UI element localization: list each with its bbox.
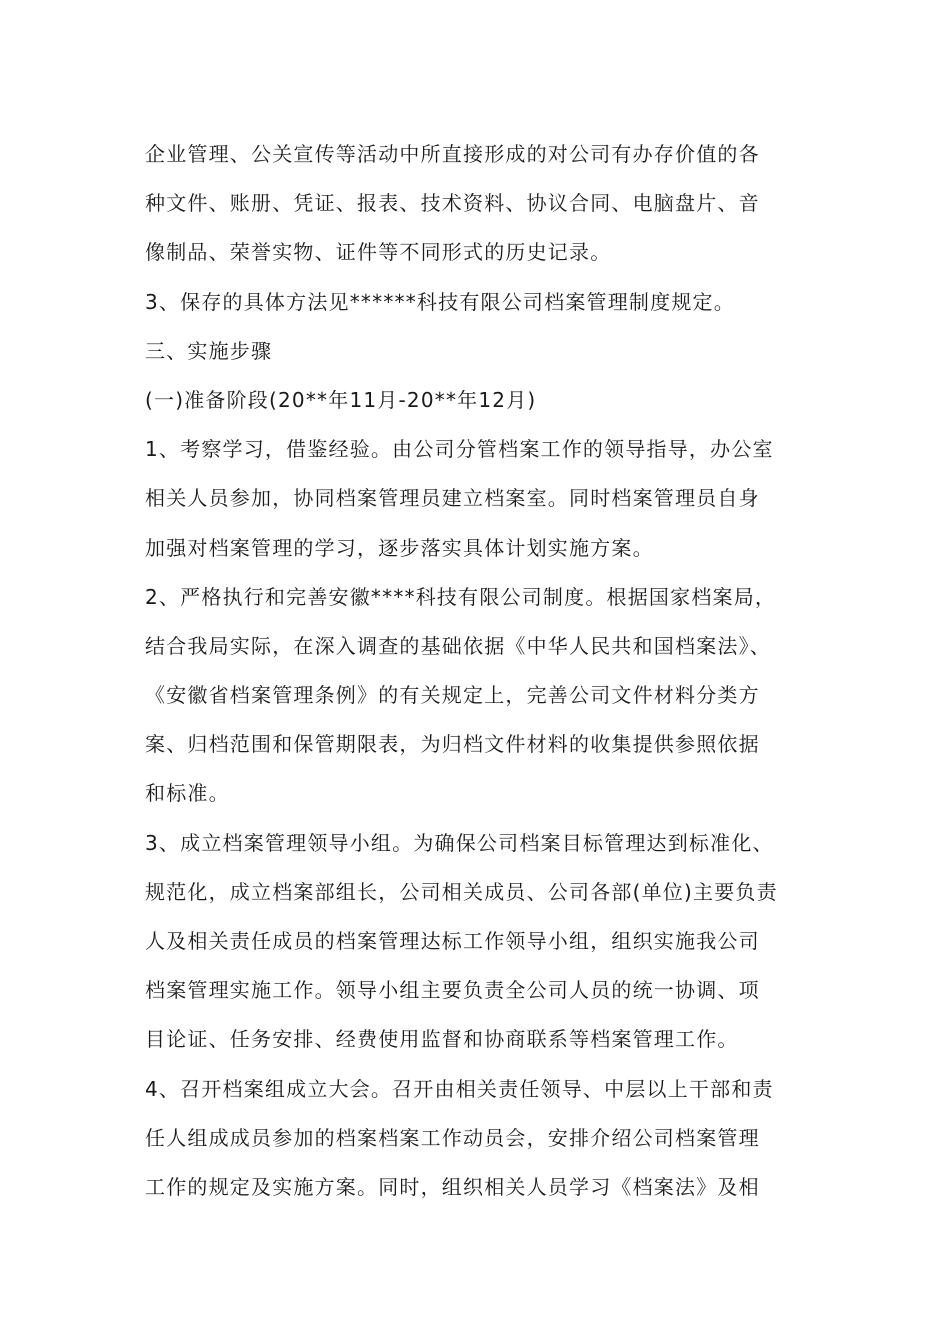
text-line: 3、保存的具体方法见******科技有限公司档案管理制度规定。 <box>145 289 735 314</box>
text-line: 相关人员参加，协同档案管理员建立档案室。同时档案管理员自身 <box>145 486 760 511</box>
text-line: 目论证、任务安排、经费使用监督和协商联系等档案管理工作。 <box>145 1027 739 1052</box>
section-heading: 三、实施步骤 <box>145 338 273 363</box>
text-line: 结合我局实际，在深入调查的基础依据《中华人民共和国档案法》、 <box>145 633 771 658</box>
text-line: 种文件、账册、凭证、报表、技术资料、协议合同、电脑盘片、音 <box>145 191 760 216</box>
text-line: 案、归档范围和保管期限表，为归档文件材料的收集提供参照依据 <box>145 732 760 757</box>
text-line: 像制品、荣誉实物、证件等不同形式的历史记录。 <box>145 240 612 265</box>
text-line: 任人组成成员参加的档案档案工作动员会，安排介绍公司档案管理 <box>145 1125 760 1150</box>
subsection-heading: (一)准备阶段(20**年11月-20**年12月) <box>145 387 537 412</box>
text-line: 4、召开档案组成立大会。召开由相关责任领导、中层以上干部和责 <box>145 1076 774 1101</box>
text-line: 企业管理、公关宣传等活动中所直接形成的对公司有办存价值的各 <box>145 142 760 166</box>
text-line: 人及相关责任成员的档案管理达标工作领导小组，组织实施我公司 <box>145 929 760 953</box>
text-line: 1、考察学习，借鉴经验。由公司分管档案工作的领导指导，办公室 <box>145 437 774 462</box>
text-line: 工作的规定及实施方案。同时，组织相关人员学习《档案法》及相 <box>145 1174 760 1199</box>
text-line: 档案管理实施工作。领导小组主要负责全公司人员的统一协调、项 <box>145 978 760 1003</box>
text-line: 和标准。 <box>145 781 230 806</box>
text-line: 规范化，成立档案部组长，公司相关成员、公司各部(单位)主要负责 <box>145 879 778 904</box>
text-line: 2、严格执行和完善安徽****科技有限公司制度。根据国家档案局， <box>145 584 777 609</box>
text-line: 《安徽省档案管理条例》的有关规定上，完善公司文件材料分类方 <box>145 683 760 708</box>
text-line: 3、成立档案管理领导小组。为确保公司档案目标管理达到标准化、 <box>145 830 774 855</box>
document-body <box>145 130 810 1212</box>
text-line: 加强对档案管理的学习，逐步落实具体计划实施方案。 <box>145 535 654 560</box>
